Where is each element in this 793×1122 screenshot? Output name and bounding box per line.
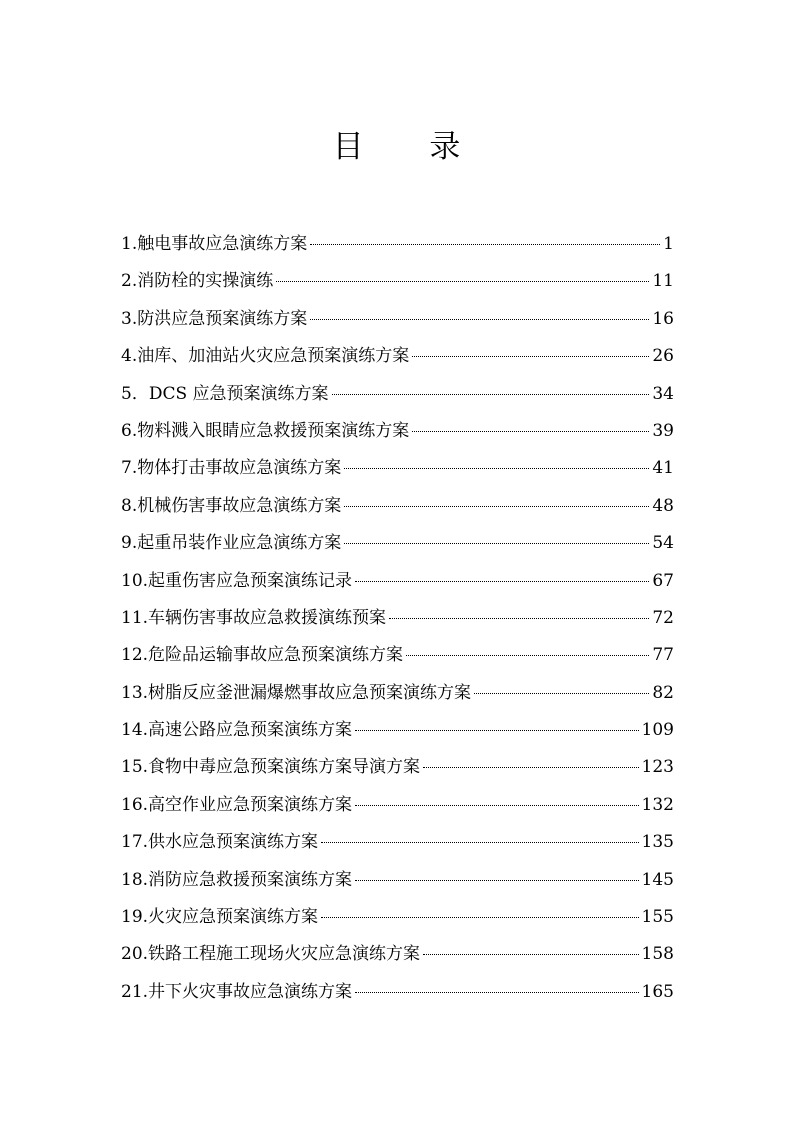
toc-entry[interactable] [121, 715, 674, 752]
toc-dot-leader [355, 805, 639, 806]
toc-entry-page-number: 11 [652, 271, 674, 292]
toc-entry[interactable] [121, 977, 674, 1014]
toc-entry-page-number: 1 [663, 234, 674, 254]
toc-entry-page-number: 123 [641, 757, 674, 778]
toc-dot-leader [355, 880, 639, 881]
toc-entry-title: 21.井下火灾事故应急演练方案 [121, 981, 353, 1002]
toc-entry-page-number: 165 [641, 981, 674, 1002]
toc-entry[interactable] [121, 266, 674, 303]
toc-entry-page-number: 39 [652, 420, 674, 441]
toc-dot-leader [344, 543, 649, 544]
toc-entry-page-number: 135 [641, 832, 674, 853]
toc-entry-page-number: 54 [652, 533, 674, 554]
toc-entry-title: 3.防洪应急预案演练方案 [121, 308, 308, 329]
toc-entry-title: 6.物料溅入眼睛应急救援预案演练方案 [121, 420, 410, 441]
toc-entry[interactable] [121, 902, 674, 939]
toc-entry-title: 2.消防栓的实操演练 [121, 271, 274, 292]
toc-entry-title: 17.供水应急预案演练方案 [121, 832, 319, 853]
toc-entry-page-number: 34 [652, 383, 674, 404]
toc-dot-leader [474, 693, 649, 694]
toc-entry-title: 7.物体打击事故应急演练方案 [121, 458, 342, 479]
toc-entry-title: 12.危险品运输事故应急预案演练方案 [121, 645, 404, 666]
toc-entry[interactable] [121, 566, 674, 603]
toc-entry[interactable] [121, 640, 674, 677]
toc-entry-page-number: 67 [652, 570, 674, 591]
toc-entry[interactable] [121, 416, 674, 453]
toc-dot-leader [344, 468, 649, 469]
toc-entry-page-number: 109 [641, 720, 674, 741]
toc-entry-page-number: 145 [641, 869, 674, 890]
toc-entry-title: 14.高速公路应急预案演练方案 [121, 720, 353, 741]
toc-entry-page-number: 158 [641, 944, 674, 965]
toc-dot-leader [412, 431, 649, 432]
toc-entry[interactable] [121, 341, 674, 378]
toc-entry-title: 1.触电事故应急演练方案 [121, 234, 308, 254]
toc-entry-page-number: 82 [652, 682, 674, 703]
toc-entry[interactable] [121, 865, 674, 902]
toc-entry[interactable] [121, 491, 674, 528]
toc-dot-leader [389, 618, 649, 619]
toc-entry[interactable] [121, 603, 674, 640]
toc-entry-page-number: 132 [641, 794, 674, 815]
toc-title: 目 录 [332, 129, 489, 165]
toc-entry-page-number: 26 [652, 346, 674, 367]
toc-entry[interactable] [121, 939, 674, 976]
toc-entry-title: 5．DCS 应急预案演练方案 [121, 383, 329, 404]
toc-dot-leader [276, 281, 649, 282]
toc-entry[interactable] [121, 678, 674, 715]
toc-dot-leader [332, 394, 650, 395]
toc-dot-leader [321, 842, 639, 843]
toc-entry-title: 20.铁路工程施工现场火灾应急演练方案 [121, 944, 421, 965]
toc-entry-title: 15.食物中毒应急预案演练方案导演方案 [121, 757, 421, 778]
toc-entry-title: 13.树脂反应釜泄漏爆燃事故应急预案演练方案 [121, 682, 472, 703]
toc-entry-page-number: 77 [652, 645, 674, 666]
toc-entry-page-number: 155 [641, 907, 674, 928]
toc-dot-leader [406, 655, 649, 656]
toc-dot-leader [412, 356, 649, 357]
toc-dot-leader [423, 954, 639, 955]
toc-entry-page-number: 72 [652, 607, 674, 628]
toc-entry-title: 4.油库、加油站火灾应急预案演练方案 [121, 346, 410, 367]
toc-entry-title: 19.火灾应急预案演练方案 [121, 907, 319, 928]
toc-dot-leader [310, 319, 649, 320]
toc-dot-leader [310, 244, 660, 245]
toc-entry-title: 8.机械伤害事故应急演练方案 [121, 495, 342, 516]
toc-entry-page-number: 41 [652, 458, 674, 479]
toc-dot-leader [321, 917, 639, 918]
toc-entry[interactable] [121, 229, 674, 266]
toc-entry[interactable] [121, 379, 674, 416]
toc-entry-title: 10.起重伤害应急预案演练记录 [121, 570, 353, 591]
toc-dot-leader [344, 506, 649, 507]
toc-entry-page-number: 48 [652, 495, 674, 516]
toc-entry[interactable] [121, 453, 674, 490]
toc-dot-leader [355, 581, 649, 582]
toc-entry-title: 18.消防应急救援预案演练方案 [121, 869, 353, 890]
toc-entry[interactable] [121, 528, 674, 565]
toc-entry-title: 11.车辆伤害事故应急救援演练预案 [121, 607, 387, 628]
toc-dot-leader [355, 992, 639, 993]
toc-entry-page-number: 16 [652, 308, 674, 329]
toc-entry-title: 16.高空作业应急预案演练方案 [121, 794, 353, 815]
toc-dot-leader [423, 767, 639, 768]
toc-entry[interactable] [121, 752, 674, 789]
toc-entry-title: 9.起重吊装作业应急演练方案 [121, 533, 342, 554]
toc-entry[interactable] [121, 304, 674, 341]
toc-dot-leader [355, 730, 639, 731]
toc-list [121, 229, 674, 1014]
toc-entry[interactable] [121, 827, 674, 864]
toc-entry[interactable] [121, 790, 674, 827]
